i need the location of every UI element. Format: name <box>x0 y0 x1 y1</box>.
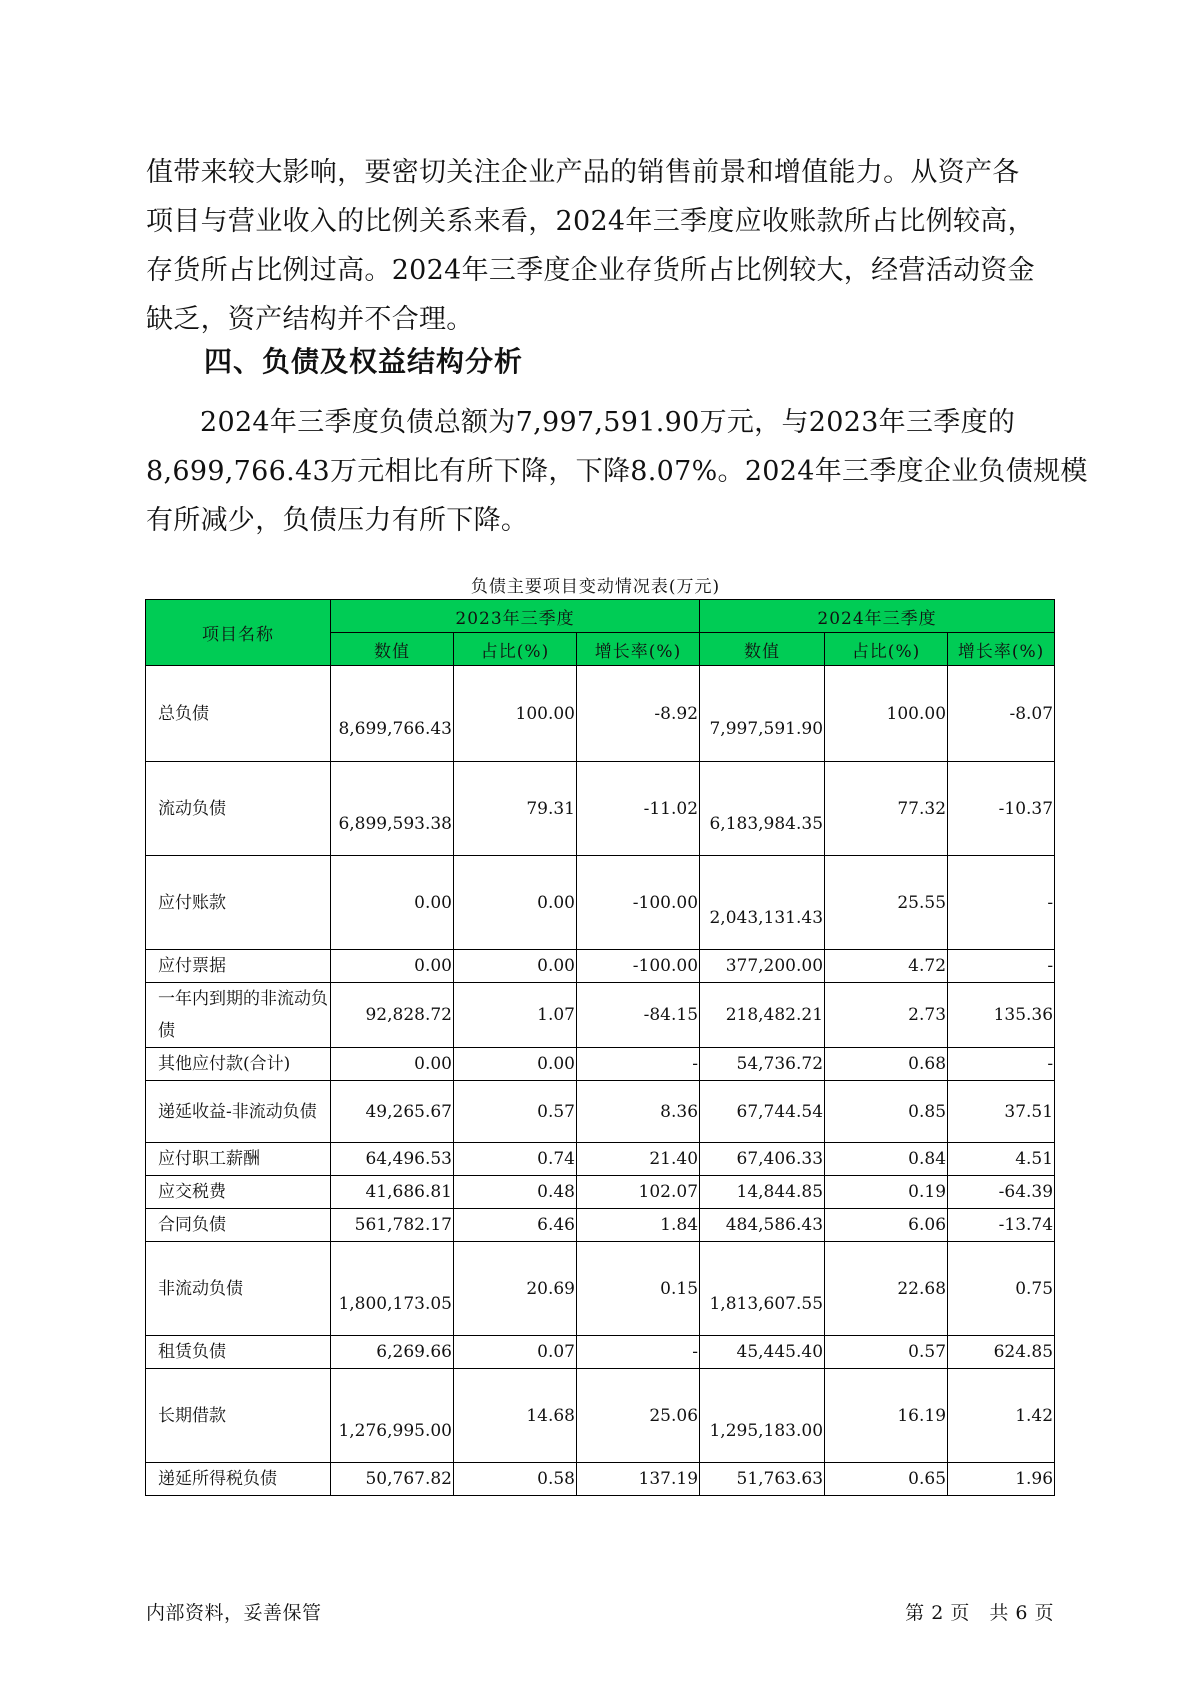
cell-value: 6.06 <box>908 1215 947 1235</box>
cell-v2023 <box>331 1081 454 1143</box>
cell-value: 0.00 <box>414 892 452 913</box>
cell-value: 22.68 <box>897 1278 947 1299</box>
cell-r2024 <box>825 1336 948 1369</box>
cell-v2023 <box>331 983 454 1048</box>
header-growth-2024: 增长率(%) <box>948 633 1055 666</box>
cell-value: 37.51 <box>1004 1101 1054 1122</box>
cell-r2024 <box>825 983 948 1048</box>
cell-v2024 <box>700 666 825 762</box>
table-row <box>146 1463 1055 1496</box>
header-growth-2023: 增长率(%) <box>577 633 700 666</box>
cell-g2023 <box>577 1081 700 1143</box>
cell-value: 100.00 <box>515 703 575 724</box>
cell-value: 50,767.82 <box>365 1469 452 1489</box>
cell-v2024 <box>700 856 825 950</box>
cell-value: 0.74 <box>537 1149 575 1169</box>
cell-value: 67,406.33 <box>736 1149 824 1169</box>
cell-r2023 <box>454 1336 577 1369</box>
cell-g2023 <box>577 666 700 762</box>
cell-r2024 <box>825 950 948 983</box>
cell-value: - <box>692 1054 699 1074</box>
header-value-2023: 数值 <box>331 633 454 666</box>
cell-value: 41,686.81 <box>365 1182 452 1202</box>
cell-item-name: 应付账款 <box>146 856 331 950</box>
cell-g2024 <box>948 1176 1055 1209</box>
cell-r2024 <box>825 1369 948 1463</box>
cell-g2023 <box>577 856 700 950</box>
cell-value: 4.51 <box>1015 1149 1054 1169</box>
cell-g2024 <box>948 1336 1055 1369</box>
cell-value: 0.00 <box>537 892 575 913</box>
paragraph-line: 项目与营业收入的比例关系来看，2024年三季度应收账款所占比例较高， <box>146 206 1035 237</box>
cell-value: 14.68 <box>526 1405 575 1426</box>
cell-v2024 <box>700 1242 825 1336</box>
cell-v2024 <box>700 762 825 856</box>
cell-v2024 <box>700 1176 825 1209</box>
cell-v2023 <box>331 856 454 950</box>
cell-r2023 <box>454 1143 577 1176</box>
cell-v2024 <box>700 983 825 1048</box>
cell-v2024 <box>700 1048 825 1081</box>
paragraph-asset-structure <box>146 148 1046 344</box>
cell-v2023 <box>331 762 454 856</box>
cell-item-name: 总负债 <box>146 666 331 762</box>
cell-r2024 <box>825 1209 948 1242</box>
cell-value: -100.00 <box>632 892 699 913</box>
cell-value: 0.65 <box>908 1469 947 1489</box>
cell-v2024 <box>700 1081 825 1143</box>
cell-g2023 <box>577 762 700 856</box>
header-period-2024: 2024年三季度 <box>700 600 1055 633</box>
cell-g2024 <box>948 1242 1055 1336</box>
cell-r2023 <box>454 1176 577 1209</box>
table-row <box>146 762 1055 856</box>
cell-item-name: 合同负债 <box>146 1209 331 1242</box>
paragraph-line: 2024年三季度负债总额为7,997,591.90万元，与2023年三季度的 <box>200 407 1016 438</box>
cell-g2024 <box>948 762 1055 856</box>
paragraph-line: 值带来较大影响，要密切关注企业产品的销售前景和增值能力。从资产各 <box>146 157 1020 188</box>
table-body <box>146 666 1055 1496</box>
cell-value: 7,997,591.90 <box>709 718 824 739</box>
table-row <box>146 1336 1055 1369</box>
cell-r2023 <box>454 1048 577 1081</box>
cell-value: -13.74 <box>998 1215 1054 1235</box>
cell-v2024 <box>700 1463 825 1496</box>
cell-item-name: 递延收益-非流动负债 <box>146 1081 331 1143</box>
cell-g2023 <box>577 950 700 983</box>
cell-item-name: 流动负债 <box>146 762 331 856</box>
cell-r2024 <box>825 856 948 950</box>
cell-value: 0.85 <box>908 1101 947 1122</box>
cell-value: 0.75 <box>1015 1278 1054 1299</box>
table-row <box>146 1081 1055 1143</box>
cell-value: 6,269.66 <box>376 1342 452 1362</box>
cell-g2023 <box>577 1463 700 1496</box>
cell-v2023 <box>331 1209 454 1242</box>
cell-g2024 <box>948 1048 1055 1081</box>
table-row <box>146 1209 1055 1242</box>
header-ratio-2023: 占比(%) <box>454 633 577 666</box>
cell-g2024 <box>948 1463 1055 1496</box>
cell-v2023 <box>331 1143 454 1176</box>
table-row <box>146 950 1055 983</box>
cell-value: - <box>1047 1054 1054 1074</box>
cell-value: 0.00 <box>537 1054 575 1074</box>
cell-r2023 <box>454 983 577 1048</box>
cell-g2024 <box>948 1369 1055 1463</box>
cell-g2024 <box>948 1209 1055 1242</box>
cell-value: - <box>692 1342 699 1362</box>
cell-r2024 <box>825 762 948 856</box>
cell-value: 0.57 <box>537 1101 575 1122</box>
cell-r2024 <box>825 1048 948 1081</box>
cell-g2023 <box>577 1209 700 1242</box>
section-heading: 四、负债及权益结构分析 <box>204 345 524 378</box>
paragraph-line: 有所减少，负债压力有所下降。 <box>146 505 529 536</box>
footer-confidential: 内部资料，妥善保管 <box>146 1602 322 1624</box>
cell-g2024 <box>948 983 1055 1048</box>
cell-value: 218,482.21 <box>725 1005 824 1025</box>
cell-g2024 <box>948 856 1055 950</box>
cell-v2023 <box>331 950 454 983</box>
cell-value: 135.36 <box>993 1005 1054 1025</box>
table-row <box>146 1369 1055 1463</box>
cell-value: 2,043,131.43 <box>709 907 824 928</box>
cell-value: 92,828.72 <box>365 1005 452 1025</box>
cell-value: -11.02 <box>643 798 699 819</box>
cell-v2023 <box>331 1336 454 1369</box>
cell-value: 1.84 <box>660 1215 699 1235</box>
cell-value: 6,183,984.35 <box>709 813 824 834</box>
cell-r2023 <box>454 1081 577 1143</box>
cell-g2023 <box>577 983 700 1048</box>
table-row <box>146 1176 1055 1209</box>
cell-r2023 <box>454 856 577 950</box>
cell-value: 4.72 <box>908 956 947 976</box>
cell-value: 20.69 <box>526 1278 575 1299</box>
cell-value: 1.96 <box>1015 1469 1054 1489</box>
table-row <box>146 1242 1055 1336</box>
table-row <box>146 1143 1055 1176</box>
cell-item-name: 其他应付款(合计) <box>146 1048 331 1081</box>
table-row <box>146 983 1055 1048</box>
cell-value: 67,744.54 <box>736 1101 824 1122</box>
cell-r2024 <box>825 1143 948 1176</box>
table-caption: 负债主要项目变动情况表(万元) <box>470 577 721 597</box>
cell-value: 6,899,593.38 <box>338 813 452 834</box>
cell-item-name: 租赁负债 <box>146 1336 331 1369</box>
cell-value: 45,445.40 <box>736 1342 824 1362</box>
cell-item-name: 递延所得税负债 <box>146 1463 331 1496</box>
cell-g2023 <box>577 1336 700 1369</box>
footer-page-number: 第 2 页 共 6 页 <box>905 1602 1054 1624</box>
cell-value: - <box>1047 956 1054 976</box>
liability-table <box>145 599 1055 1496</box>
cell-item-name: 应付票据 <box>146 950 331 983</box>
cell-value: 0.19 <box>908 1182 947 1202</box>
paragraph-line: 存货所占比例过高。2024年三季度企业存货所占比例较大，经营活动资金 <box>146 255 1035 286</box>
cell-item-name: 应付职工薪酬 <box>146 1143 331 1176</box>
cell-value: 1,813,607.55 <box>709 1293 824 1314</box>
cell-value: 77.32 <box>897 798 947 819</box>
cell-value: -84.15 <box>643 1005 699 1025</box>
cell-value: 25.06 <box>649 1405 699 1426</box>
cell-r2023 <box>454 1209 577 1242</box>
cell-value: 1,800,173.05 <box>338 1293 452 1314</box>
cell-g2023 <box>577 1176 700 1209</box>
paragraph-line: 缺乏，资产结构并不合理。 <box>146 304 474 335</box>
cell-g2024 <box>948 1081 1055 1143</box>
cell-v2023 <box>331 666 454 762</box>
cell-value: 8.36 <box>660 1101 699 1122</box>
cell-value: 79.31 <box>526 798 575 819</box>
cell-value: 1,295,183.00 <box>709 1420 824 1441</box>
cell-value: 49,265.67 <box>365 1101 452 1122</box>
cell-v2024 <box>700 1143 825 1176</box>
cell-value: 484,586.43 <box>725 1215 824 1235</box>
cell-v2023 <box>331 1048 454 1081</box>
paragraph-line: 8,699,766.43万元相比有所下降，下降8.07%。2024年三季度企业负债规模 <box>146 456 1088 487</box>
cell-value: 137.19 <box>638 1469 699 1489</box>
header-period-2023: 2023年三季度 <box>331 600 700 633</box>
cell-item-name: 应交税费 <box>146 1176 331 1209</box>
cell-value: 0.68 <box>908 1054 947 1074</box>
cell-value: 8,699,766.43 <box>338 718 452 739</box>
cell-value: 14,844.85 <box>736 1182 824 1202</box>
cell-r2023 <box>454 762 577 856</box>
cell-value: 1,276,995.00 <box>338 1420 452 1441</box>
header-ratio-2024: 占比(%) <box>825 633 948 666</box>
cell-item-name: 长期借款 <box>146 1369 331 1463</box>
cell-value: -64.39 <box>998 1182 1054 1202</box>
cell-value: 0.00 <box>414 1054 452 1074</box>
cell-value: 0.07 <box>537 1342 575 1362</box>
cell-value: 54,736.72 <box>736 1054 824 1074</box>
cell-g2023 <box>577 1242 700 1336</box>
cell-v2024 <box>700 1209 825 1242</box>
cell-value: -100.00 <box>632 956 699 976</box>
cell-value: 0.58 <box>537 1469 575 1489</box>
cell-item-name: 非流动负债 <box>146 1242 331 1336</box>
cell-r2023 <box>454 950 577 983</box>
cell-v2023 <box>331 1463 454 1496</box>
cell-r2024 <box>825 1176 948 1209</box>
cell-value: 21.40 <box>649 1149 699 1169</box>
cell-v2023 <box>331 1369 454 1463</box>
cell-v2024 <box>700 1336 825 1369</box>
cell-value: 16.19 <box>897 1405 947 1426</box>
cell-value: 100.00 <box>886 703 947 724</box>
cell-value: 0.84 <box>908 1149 947 1169</box>
cell-value: -10.37 <box>998 798 1054 819</box>
cell-r2024 <box>825 1242 948 1336</box>
cell-value: -8.07 <box>1009 703 1054 724</box>
table-row <box>146 1048 1055 1081</box>
cell-g2024 <box>948 666 1055 762</box>
cell-value: 0.00 <box>414 956 452 976</box>
cell-item-name: 一年内到期的非流动负债 <box>146 983 331 1048</box>
cell-value: 64,496.53 <box>365 1149 452 1169</box>
cell-value: 1.42 <box>1015 1405 1054 1426</box>
cell-value: 0.57 <box>908 1342 947 1362</box>
cell-g2023 <box>577 1048 700 1081</box>
cell-value: 102.07 <box>638 1182 699 1202</box>
table-row <box>146 856 1055 950</box>
cell-value: 624.85 <box>993 1342 1054 1362</box>
header-item-name: 项目名称 <box>146 600 331 666</box>
cell-v2024 <box>700 1369 825 1463</box>
cell-value: 377,200.00 <box>725 956 824 976</box>
cell-value: 0.48 <box>537 1182 575 1202</box>
cell-value: 2.73 <box>908 1005 947 1025</box>
cell-r2023 <box>454 1242 577 1336</box>
cell-r2024 <box>825 1081 948 1143</box>
cell-g2023 <box>577 1143 700 1176</box>
cell-value: 0.15 <box>660 1278 699 1299</box>
cell-r2023 <box>454 1463 577 1496</box>
cell-g2024 <box>948 1143 1055 1176</box>
cell-v2024 <box>700 950 825 983</box>
cell-g2023 <box>577 1369 700 1463</box>
cell-v2023 <box>331 1242 454 1336</box>
header-value-2024: 数值 <box>700 633 825 666</box>
cell-value: 561,782.17 <box>354 1215 452 1235</box>
paragraph-liability-summary <box>146 398 1088 545</box>
cell-value: 1.07 <box>537 1005 575 1025</box>
cell-value: - <box>1047 892 1054 913</box>
cell-r2024 <box>825 1463 948 1496</box>
cell-value: -8.92 <box>654 703 699 724</box>
cell-value: 25.55 <box>897 892 947 913</box>
cell-r2023 <box>454 666 577 762</box>
cell-r2023 <box>454 1369 577 1463</box>
cell-v2023 <box>331 1176 454 1209</box>
cell-value: 6.46 <box>537 1215 575 1235</box>
cell-g2024 <box>948 950 1055 983</box>
cell-value: 51,763.63 <box>736 1469 824 1489</box>
cell-r2024 <box>825 666 948 762</box>
table-row <box>146 666 1055 762</box>
cell-value: 0.00 <box>537 956 575 976</box>
